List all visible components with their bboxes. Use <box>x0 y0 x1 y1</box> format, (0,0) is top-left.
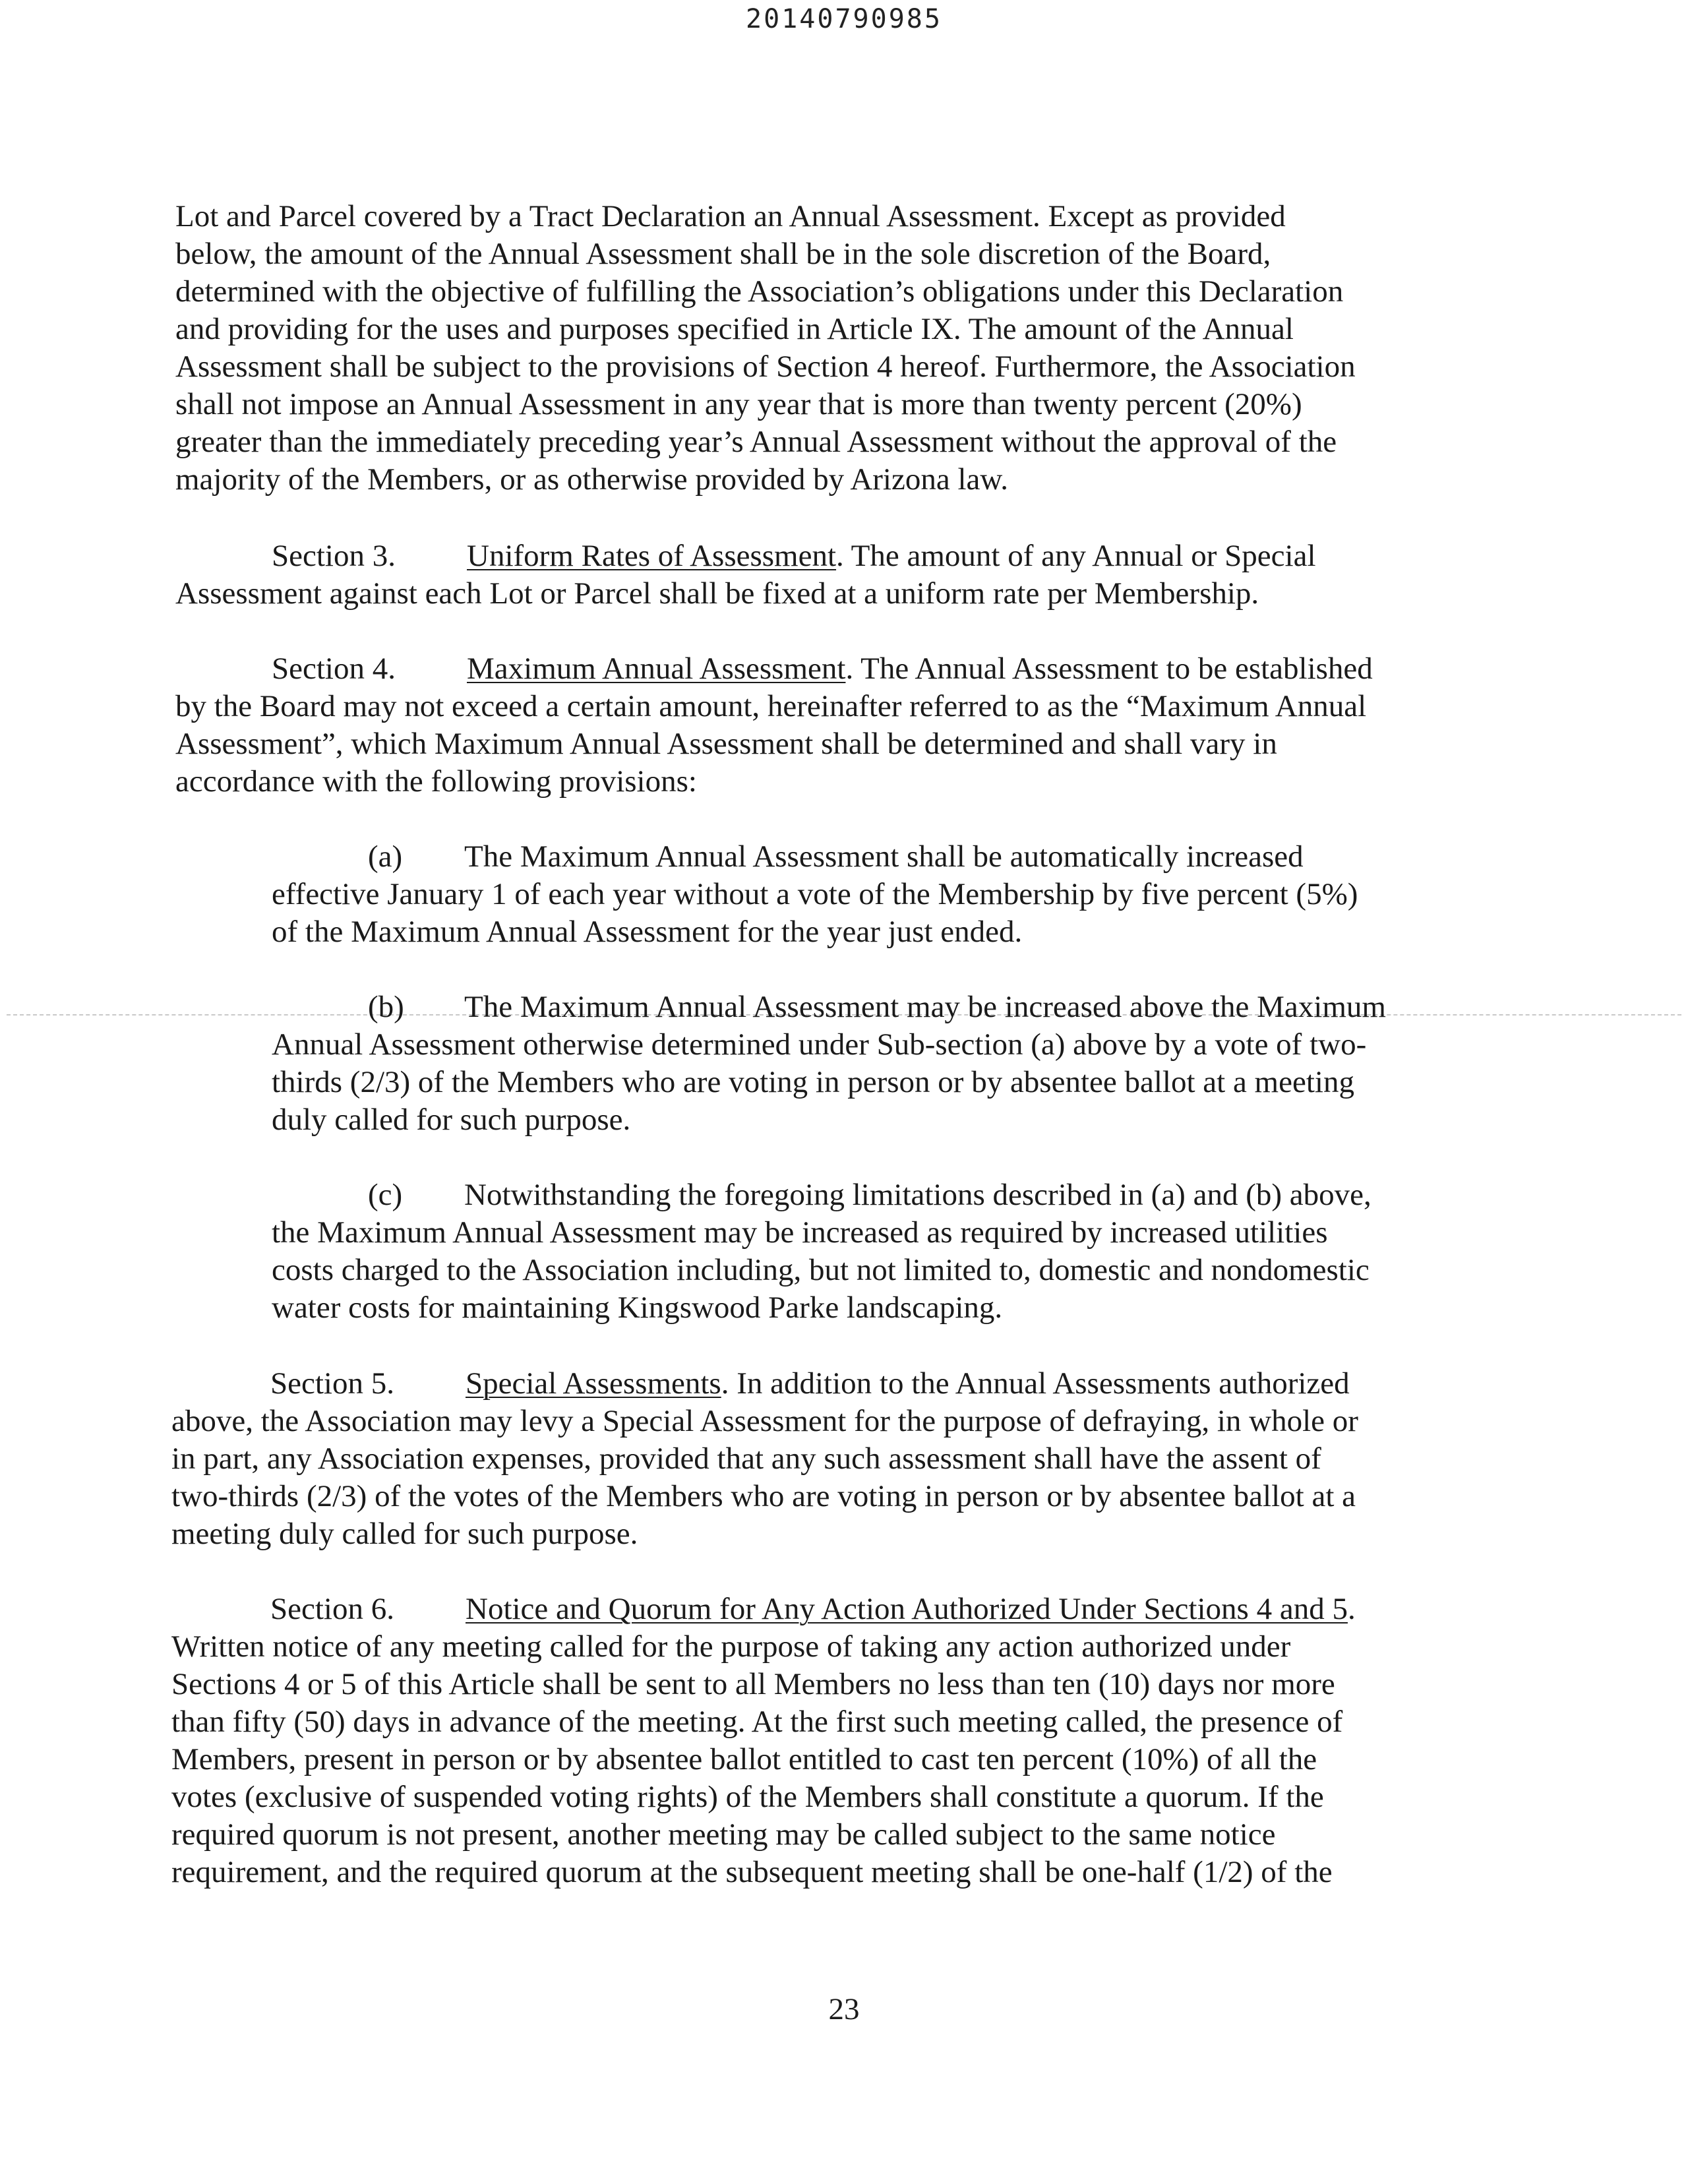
text-line: effective January 1 of each year without a vote of the Membership by five percent (5%) <box>272 877 1358 911</box>
section-4 <box>175 650 1373 801</box>
text-line: votes (exclusive of suspended voting rights) of the Members shall constitute a quorum. If the <box>171 1780 1324 1814</box>
section-5-label: Section 5. <box>270 1366 394 1401</box>
section-3-line1-rest: . The amount of any Annual or Special <box>836 539 1316 573</box>
text-line: and providing for the uses and purposes specified in Article IX. The amount of the Annual <box>175 312 1294 346</box>
text-line: greater than the immediately preceding year’s Annual Assessment without the approval of the <box>175 425 1337 459</box>
text-line: Annual Assessment otherwise determined under Sub-section (a) above by a vote of two- <box>272 1027 1367 1062</box>
text-line: meeting duly called for such purpose. <box>171 1517 638 1551</box>
section-4-first-line <box>175 650 1373 688</box>
text-line: Assessment”, which Maximum Annual Assessment shall be determined and shall vary in <box>175 727 1277 761</box>
sub-section-b <box>272 988 1386 1139</box>
sub-c-line1-rest: Notwithstanding the foregoing limitations described in (a) and (b) above, <box>464 1178 1372 1212</box>
text-line: than fifty (50) days in advance of the meeting. At the first such meeting called, the presence of <box>171 1705 1343 1739</box>
section-4-line1-rest: . The Annual Assessment to be established <box>845 652 1373 686</box>
sub-c-first-line <box>272 1176 1372 1214</box>
sub-a-line1-rest: The Maximum Annual Assessment shall be automatically increased <box>464 839 1304 874</box>
text-line: accordance with the following provisions: <box>175 764 697 799</box>
section-6-label: Section 6. <box>270 1592 394 1626</box>
sub-section-a <box>272 838 1358 951</box>
text-line: two-thirds (2/3) of the votes of the Members who are voting in person or by absentee ballot at a <box>171 1479 1356 1513</box>
text-line: Sections 4 or 5 of this Article shall be sent to all Members no less than ten (10) days nor more <box>171 1667 1335 1701</box>
section-6-first-line <box>171 1591 1356 1628</box>
text-line: Assessment shall be subject to the provisions of Section 4 hereof. Furthermore, the Association <box>175 349 1356 384</box>
sub-a-label: (a) <box>368 839 403 874</box>
page-number: 23 <box>828 1992 860 2026</box>
text-line: of the Maximum Annual Assessment for the year just ended. <box>272 915 1023 949</box>
text-line: by the Board may not exceed a certain amount, hereinafter referred to as the “Maximum Annual <box>175 689 1367 723</box>
section-4-heading: Maximum Annual Assessment <box>467 652 846 686</box>
section-5-line1-rest: . In addition to the Annual Assessments authorized <box>721 1366 1350 1401</box>
section-4-label: Section 4. <box>272 652 396 686</box>
text-line: Written notice of any meeting called for the purpose of taking any action authorized under <box>171 1629 1291 1664</box>
sub-b-first-line <box>272 988 1386 1026</box>
paragraph-intro <box>175 198 1356 499</box>
section-3-first-line <box>175 537 1316 575</box>
section-6-line1-rest: . <box>1347 1592 1356 1626</box>
document-number: 20140790985 <box>746 4 942 34</box>
text-line: in part, any Association expenses, provided that any such assessment shall have the assent of <box>171 1441 1321 1476</box>
section-5-heading: Special Assessments <box>466 1366 721 1401</box>
text-line: shall not impose an Annual Assessment in any year that is more than twenty percent (20%) <box>175 387 1302 421</box>
section-6 <box>171 1591 1356 1891</box>
text-line: majority of the Members, or as otherwise provided by Arizona law. <box>175 462 1009 497</box>
text-line: Lot and Parcel covered by a Tract Declaration an Annual Assessment. Except as provided <box>175 199 1286 233</box>
section-5-first-line <box>171 1365 1358 1403</box>
sub-b-line1-rest: The Maximum Annual Assessment may be increased above the Maximum <box>464 990 1386 1024</box>
text-line: determined with the objective of fulfilling the Association’s obligations under this Declaration <box>175 274 1344 309</box>
text-line: the Maximum Annual Assessment may be increased as required by increased utilities <box>272 1215 1328 1250</box>
text-line: Assessment against each Lot or Parcel shall be fixed at a uniform rate per Membership. <box>175 576 1259 611</box>
text-line: Members, present in person or by absentee ballot entitled to cast ten percent (10%) of all the <box>171 1742 1317 1776</box>
text-line: above, the Association may levy a Special Assessment for the purpose of defraying, in whole or <box>171 1404 1358 1438</box>
sub-c-label: (c) <box>368 1178 403 1212</box>
text-line: costs charged to the Association including, but not limited to, domestic and nondomestic <box>272 1253 1370 1287</box>
section-3-label: Section 3. <box>272 539 396 573</box>
sub-b-label: (b) <box>368 990 404 1024</box>
section-3 <box>175 537 1316 613</box>
text-line: duly called for such purpose. <box>272 1103 631 1137</box>
sub-section-c <box>272 1176 1372 1327</box>
text-line: required quorum is not present, another meeting may be called subject to the same notice <box>171 1817 1276 1852</box>
text-line: requirement, and the required quorum at the subsequent meeting shall be one-half (1/2) of the <box>171 1855 1333 1889</box>
section-5 <box>171 1365 1358 1553</box>
text-line: water costs for maintaining Kingswood Parke landscaping. <box>272 1290 1003 1325</box>
text-line: thirds (2/3) of the Members who are voting in person or by absentee ballot at a meeting <box>272 1065 1354 1099</box>
section-3-heading: Uniform Rates of Assessment <box>467 539 837 573</box>
text-line: below, the amount of the Annual Assessment shall be in the sole discretion of the Board, <box>175 237 1271 271</box>
section-6-heading: Notice and Quorum for Any Action Authorized Under Sections 4 and 5 <box>466 1592 1348 1626</box>
sub-a-first-line <box>272 838 1358 876</box>
